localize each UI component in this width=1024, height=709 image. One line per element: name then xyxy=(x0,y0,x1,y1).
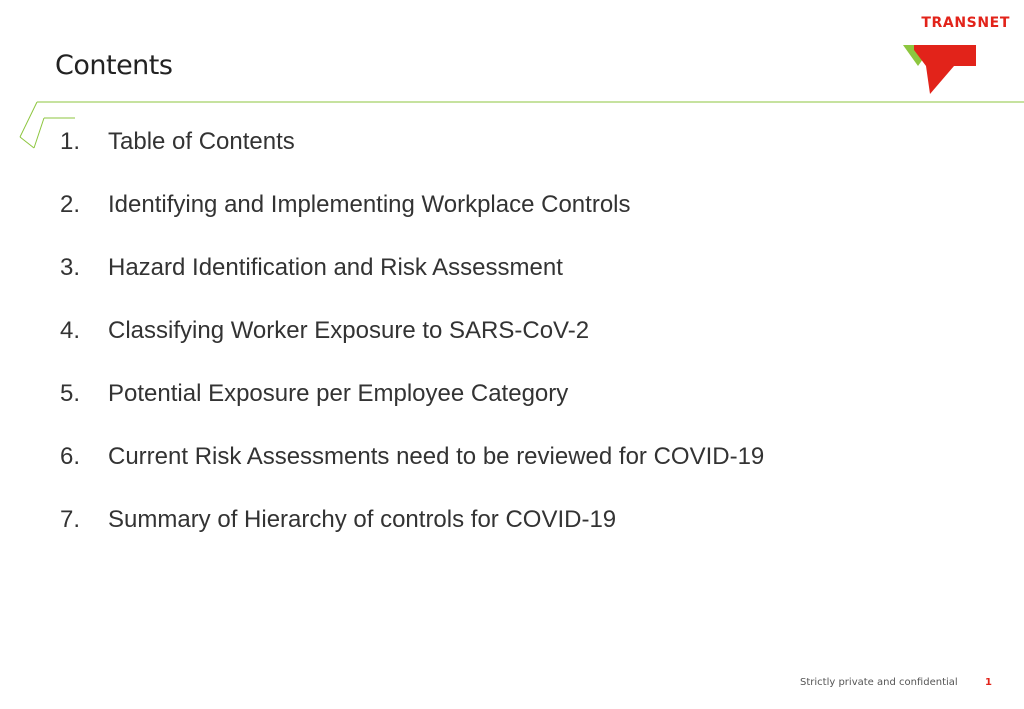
accent-slash-outer xyxy=(20,102,37,137)
toc-item-4[interactable] xyxy=(60,311,764,374)
toc-item-7[interactable] xyxy=(60,500,764,563)
toc-item-5[interactable] xyxy=(60,374,764,437)
toc-item-number: 3. xyxy=(60,254,81,281)
toc-item-number: 1. xyxy=(60,128,81,155)
toc-item-number: 5. xyxy=(60,380,81,407)
toc-item-label: Identifying and Implementing Workplace Controls xyxy=(108,191,631,218)
toc-item-6[interactable] xyxy=(60,437,764,500)
toc-item-3[interactable] xyxy=(60,248,764,311)
toc-item-1[interactable] xyxy=(60,122,764,185)
toc-item-label: Current Risk Assessments need to be reviewed for COVID-19 xyxy=(108,443,765,470)
toc-item-label: Potential Exposure per Employee Category xyxy=(108,380,569,407)
logo-red-shape xyxy=(914,45,976,94)
table-of-contents-list xyxy=(60,122,764,563)
toc-item-number: 6. xyxy=(60,443,81,470)
toc-item-label: Classifying Worker Exposure to SARS-CoV-2 xyxy=(108,317,590,344)
transnet-logo-wordmark: TRANSNET xyxy=(921,15,1010,31)
toc-item-label: Summary of Hierarchy of controls for COVID-19 xyxy=(108,506,617,533)
toc-item-number: 2. xyxy=(60,191,81,218)
accent-slash-inner xyxy=(34,118,44,148)
toc-item-2[interactable] xyxy=(60,185,764,248)
toc-item-number: 4. xyxy=(60,317,81,344)
accent-slash-connector xyxy=(20,137,34,148)
toc-item-number: 7. xyxy=(60,506,81,533)
toc-item-label: Hazard Identification and Risk Assessment xyxy=(108,254,563,281)
toc-item-label: Table of Contents xyxy=(108,128,295,155)
confidentiality-notice: Strictly private and confidential xyxy=(800,677,958,688)
page-number: 1 xyxy=(985,677,992,688)
page-title: Contents xyxy=(55,50,173,81)
